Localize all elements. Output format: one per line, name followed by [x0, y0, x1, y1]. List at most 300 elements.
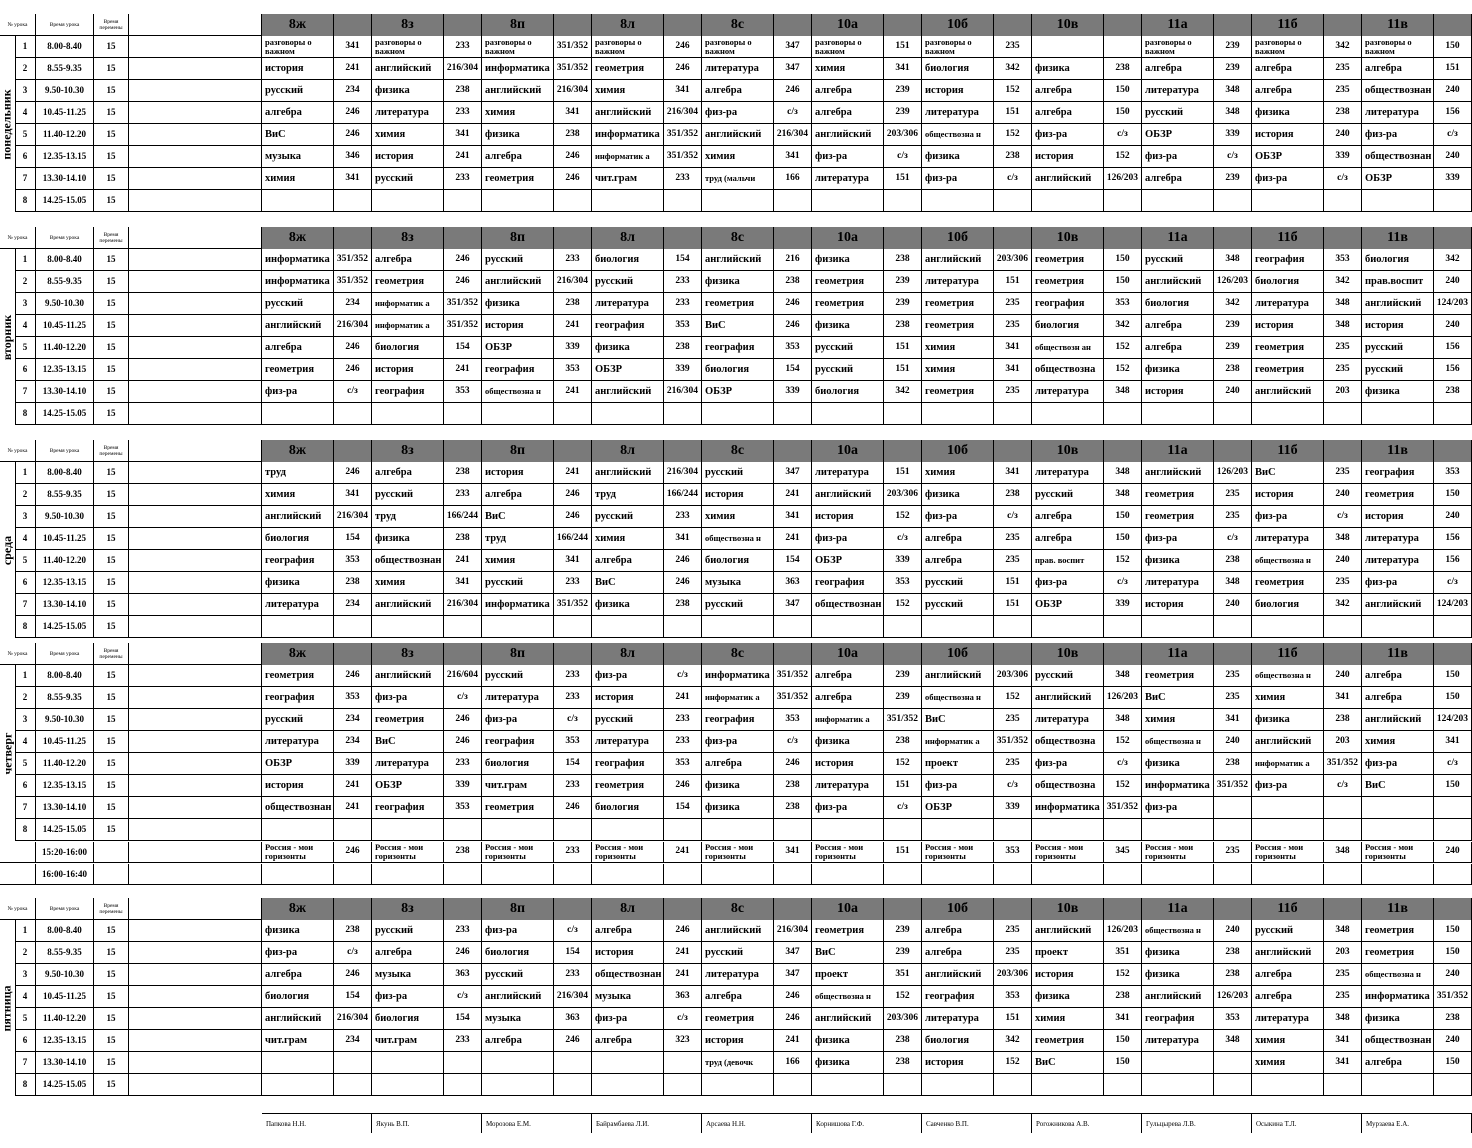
lesson-cell[interactable]	[812, 1008, 922, 1030]
lesson-cell[interactable]	[1252, 920, 1362, 942]
lesson-cell[interactable]	[1142, 403, 1252, 425]
lesson-cell[interactable]	[262, 986, 372, 1008]
lesson-cell[interactable]	[1032, 920, 1142, 942]
lesson-cell[interactable]	[922, 146, 1032, 168]
lesson-cell[interactable]	[702, 359, 812, 381]
lesson-cell[interactable]	[812, 80, 922, 102]
extra-lesson-cell[interactable]	[482, 842, 592, 863]
lesson-cell[interactable]	[1252, 1030, 1362, 1052]
lesson-cell[interactable]	[592, 942, 702, 964]
lesson-cell[interactable]	[702, 124, 812, 146]
lesson-cell[interactable]	[922, 550, 1032, 572]
lesson-cell[interactable]	[922, 190, 1032, 212]
lesson-cell[interactable]	[702, 594, 812, 616]
lesson-cell[interactable]	[1252, 80, 1362, 102]
lesson-cell[interactable]	[922, 249, 1032, 271]
lesson-cell[interactable]	[702, 146, 812, 168]
lesson-cell[interactable]	[262, 1052, 372, 1074]
lesson-cell[interactable]	[262, 168, 372, 190]
lesson-cell[interactable]	[482, 293, 592, 315]
lesson-cell[interactable]	[482, 665, 592, 687]
lesson-cell[interactable]	[1032, 462, 1142, 484]
lesson-cell[interactable]	[1252, 58, 1362, 80]
lesson-cell[interactable]	[1032, 58, 1142, 80]
lesson-cell[interactable]	[372, 315, 482, 337]
lesson-cell[interactable]	[1362, 1030, 1472, 1052]
lesson-cell[interactable]	[1362, 709, 1472, 731]
lesson-cell[interactable]	[372, 249, 482, 271]
lesson-cell[interactable]	[1252, 1074, 1362, 1096]
lesson-cell[interactable]	[592, 775, 702, 797]
lesson-cell[interactable]	[812, 550, 922, 572]
lesson-cell[interactable]	[372, 550, 482, 572]
lesson-cell[interactable]	[812, 293, 922, 315]
lesson-cell[interactable]	[702, 58, 812, 80]
lesson-cell[interactable]	[482, 942, 592, 964]
lesson-cell[interactable]	[1252, 271, 1362, 293]
lesson-cell[interactable]	[1252, 36, 1362, 58]
lesson-cell[interactable]	[1142, 920, 1252, 942]
lesson-cell[interactable]	[1142, 249, 1252, 271]
lesson-cell[interactable]	[1032, 249, 1142, 271]
lesson-cell[interactable]	[922, 80, 1032, 102]
lesson-cell[interactable]	[1142, 572, 1252, 594]
lesson-cell[interactable]	[262, 146, 372, 168]
lesson-cell[interactable]	[372, 964, 482, 986]
extra-lesson-cell[interactable]	[1252, 842, 1362, 863]
lesson-cell[interactable]	[702, 616, 812, 638]
lesson-cell[interactable]	[1142, 506, 1252, 528]
lesson-cell[interactable]	[1252, 775, 1362, 797]
lesson-cell[interactable]	[1252, 819, 1362, 841]
lesson-cell[interactable]	[1252, 506, 1362, 528]
lesson-cell[interactable]	[262, 36, 372, 58]
lesson-cell[interactable]	[592, 80, 702, 102]
lesson-cell[interactable]	[482, 1030, 592, 1052]
lesson-cell[interactable]	[812, 484, 922, 506]
lesson-cell[interactable]	[372, 1074, 482, 1096]
lesson-cell[interactable]	[1252, 146, 1362, 168]
lesson-cell[interactable]	[1252, 594, 1362, 616]
lesson-cell[interactable]	[1252, 528, 1362, 550]
lesson-cell[interactable]	[592, 381, 702, 403]
lesson-cell[interactable]	[812, 986, 922, 1008]
lesson-cell[interactable]	[922, 819, 1032, 841]
lesson-cell[interactable]	[922, 1030, 1032, 1052]
lesson-cell[interactable]	[482, 315, 592, 337]
lesson-cell[interactable]	[262, 665, 372, 687]
lesson-cell[interactable]	[592, 168, 702, 190]
lesson-cell[interactable]	[812, 168, 922, 190]
lesson-cell[interactable]	[1362, 942, 1472, 964]
lesson-cell[interactable]	[1032, 797, 1142, 819]
lesson-cell[interactable]	[372, 753, 482, 775]
lesson-cell[interactable]	[702, 337, 812, 359]
lesson-cell[interactable]	[592, 190, 702, 212]
lesson-cell[interactable]	[812, 665, 922, 687]
lesson-cell[interactable]	[702, 36, 812, 58]
lesson-cell[interactable]	[482, 462, 592, 484]
lesson-cell[interactable]	[592, 797, 702, 819]
lesson-cell[interactable]	[1142, 1008, 1252, 1030]
lesson-cell[interactable]	[922, 528, 1032, 550]
lesson-cell[interactable]	[482, 484, 592, 506]
lesson-cell[interactable]	[482, 594, 592, 616]
lesson-cell[interactable]	[1362, 550, 1472, 572]
lesson-cell[interactable]	[702, 484, 812, 506]
lesson-cell[interactable]	[1362, 80, 1472, 102]
lesson-cell[interactable]	[1252, 964, 1362, 986]
lesson-cell[interactable]	[1032, 359, 1142, 381]
lesson-cell[interactable]	[922, 797, 1032, 819]
lesson-cell[interactable]	[592, 572, 702, 594]
lesson-cell[interactable]	[262, 337, 372, 359]
lesson-cell[interactable]	[1142, 36, 1252, 58]
lesson-cell[interactable]	[482, 986, 592, 1008]
lesson-cell[interactable]	[372, 58, 482, 80]
lesson-cell[interactable]	[482, 58, 592, 80]
lesson-cell[interactable]	[1252, 359, 1362, 381]
lesson-cell[interactable]	[1362, 359, 1472, 381]
lesson-cell[interactable]	[1032, 616, 1142, 638]
lesson-cell[interactable]	[812, 594, 922, 616]
lesson-cell[interactable]	[262, 594, 372, 616]
lesson-cell[interactable]	[922, 964, 1032, 986]
lesson-cell[interactable]	[262, 315, 372, 337]
lesson-cell[interactable]	[482, 381, 592, 403]
lesson-cell[interactable]	[1032, 1030, 1142, 1052]
lesson-cell[interactable]	[262, 271, 372, 293]
lesson-cell[interactable]	[1142, 616, 1252, 638]
lesson-cell[interactable]	[1142, 942, 1252, 964]
lesson-cell[interactable]	[592, 964, 702, 986]
lesson-cell[interactable]	[1032, 80, 1142, 102]
lesson-cell[interactable]	[592, 1052, 702, 1074]
lesson-cell[interactable]	[1252, 572, 1362, 594]
lesson-cell[interactable]	[812, 249, 922, 271]
lesson-cell[interactable]	[1142, 168, 1252, 190]
lesson-cell[interactable]	[372, 80, 482, 102]
lesson-cell[interactable]	[1252, 797, 1362, 819]
lesson-cell[interactable]	[702, 403, 812, 425]
lesson-cell[interactable]	[482, 1052, 592, 1074]
lesson-cell[interactable]	[1362, 797, 1472, 819]
lesson-cell[interactable]	[482, 249, 592, 271]
lesson-cell[interactable]	[262, 709, 372, 731]
lesson-cell[interactable]	[262, 190, 372, 212]
lesson-cell[interactable]	[1362, 146, 1472, 168]
lesson-cell[interactable]	[372, 665, 482, 687]
lesson-cell[interactable]	[1142, 293, 1252, 315]
lesson-cell[interactable]	[262, 484, 372, 506]
lesson-cell[interactable]	[1252, 462, 1362, 484]
lesson-cell[interactable]	[1362, 315, 1472, 337]
lesson-cell[interactable]	[1032, 1052, 1142, 1074]
lesson-cell[interactable]	[1032, 36, 1142, 58]
extra-lesson-cell[interactable]	[592, 864, 702, 885]
lesson-cell[interactable]	[592, 337, 702, 359]
lesson-cell[interactable]	[1362, 36, 1472, 58]
lesson-cell[interactable]	[922, 124, 1032, 146]
lesson-cell[interactable]	[1142, 1052, 1252, 1074]
lesson-cell[interactable]	[372, 293, 482, 315]
lesson-cell[interactable]	[592, 58, 702, 80]
lesson-cell[interactable]	[812, 572, 922, 594]
lesson-cell[interactable]	[702, 572, 812, 594]
lesson-cell[interactable]	[262, 731, 372, 753]
lesson-cell[interactable]	[262, 528, 372, 550]
lesson-cell[interactable]	[592, 315, 702, 337]
lesson-cell[interactable]	[262, 249, 372, 271]
lesson-cell[interactable]	[812, 709, 922, 731]
lesson-cell[interactable]	[812, 337, 922, 359]
lesson-cell[interactable]	[1032, 687, 1142, 709]
lesson-cell[interactable]	[372, 819, 482, 841]
lesson-cell[interactable]	[1032, 315, 1142, 337]
lesson-cell[interactable]	[702, 293, 812, 315]
lesson-cell[interactable]	[1252, 124, 1362, 146]
lesson-cell[interactable]	[1362, 572, 1472, 594]
lesson-cell[interactable]	[812, 36, 922, 58]
lesson-cell[interactable]	[922, 506, 1032, 528]
lesson-cell[interactable]	[482, 550, 592, 572]
lesson-cell[interactable]	[482, 146, 592, 168]
lesson-cell[interactable]	[1362, 168, 1472, 190]
lesson-cell[interactable]	[482, 337, 592, 359]
lesson-cell[interactable]	[702, 315, 812, 337]
lesson-cell[interactable]	[1362, 665, 1472, 687]
lesson-cell[interactable]	[262, 80, 372, 102]
lesson-cell[interactable]	[702, 550, 812, 572]
lesson-cell[interactable]	[482, 572, 592, 594]
lesson-cell[interactable]	[812, 797, 922, 819]
lesson-cell[interactable]	[482, 819, 592, 841]
lesson-cell[interactable]	[1252, 1052, 1362, 1074]
lesson-cell[interactable]	[812, 102, 922, 124]
lesson-cell[interactable]	[1032, 709, 1142, 731]
lesson-cell[interactable]	[1032, 665, 1142, 687]
lesson-cell[interactable]	[1252, 190, 1362, 212]
lesson-cell[interactable]	[592, 146, 702, 168]
lesson-cell[interactable]	[702, 797, 812, 819]
lesson-cell[interactable]	[1252, 616, 1362, 638]
lesson-cell[interactable]	[812, 506, 922, 528]
lesson-cell[interactable]	[702, 249, 812, 271]
lesson-cell[interactable]	[1032, 102, 1142, 124]
extra-lesson-cell[interactable]	[1142, 842, 1252, 863]
lesson-cell[interactable]	[1032, 293, 1142, 315]
lesson-cell[interactable]	[922, 36, 1032, 58]
lesson-cell[interactable]	[262, 942, 372, 964]
lesson-cell[interactable]	[482, 271, 592, 293]
lesson-cell[interactable]	[1362, 819, 1472, 841]
lesson-cell[interactable]	[922, 462, 1032, 484]
lesson-cell[interactable]	[922, 986, 1032, 1008]
lesson-cell[interactable]	[812, 1074, 922, 1096]
lesson-cell[interactable]	[372, 616, 482, 638]
lesson-cell[interactable]	[482, 190, 592, 212]
lesson-cell[interactable]	[482, 403, 592, 425]
lesson-cell[interactable]	[262, 819, 372, 841]
lesson-cell[interactable]	[262, 381, 372, 403]
lesson-cell[interactable]	[1142, 797, 1252, 819]
lesson-cell[interactable]	[922, 484, 1032, 506]
lesson-cell[interactable]	[372, 986, 482, 1008]
lesson-cell[interactable]	[1142, 819, 1252, 841]
lesson-cell[interactable]	[922, 381, 1032, 403]
lesson-cell[interactable]	[262, 1030, 372, 1052]
lesson-cell[interactable]	[372, 462, 482, 484]
lesson-cell[interactable]	[1032, 381, 1142, 403]
lesson-cell[interactable]	[812, 403, 922, 425]
lesson-cell[interactable]	[812, 359, 922, 381]
lesson-cell[interactable]	[1142, 359, 1252, 381]
lesson-cell[interactable]	[702, 964, 812, 986]
lesson-cell[interactable]	[812, 528, 922, 550]
extra-lesson-cell[interactable]	[1032, 864, 1142, 885]
lesson-cell[interactable]	[372, 102, 482, 124]
extra-lesson-cell[interactable]	[262, 864, 372, 885]
lesson-cell[interactable]	[1142, 102, 1252, 124]
lesson-cell[interactable]	[702, 102, 812, 124]
lesson-cell[interactable]	[812, 775, 922, 797]
lesson-cell[interactable]	[592, 36, 702, 58]
lesson-cell[interactable]	[812, 315, 922, 337]
lesson-cell[interactable]	[922, 1052, 1032, 1074]
lesson-cell[interactable]	[1252, 753, 1362, 775]
lesson-cell[interactable]	[1032, 572, 1142, 594]
lesson-cell[interactable]	[1362, 337, 1472, 359]
lesson-cell[interactable]	[702, 1052, 812, 1074]
lesson-cell[interactable]	[1032, 271, 1142, 293]
lesson-cell[interactable]	[262, 1008, 372, 1030]
lesson-cell[interactable]	[1142, 550, 1252, 572]
lesson-cell[interactable]	[262, 293, 372, 315]
lesson-cell[interactable]	[1362, 731, 1472, 753]
lesson-cell[interactable]	[1142, 1030, 1252, 1052]
lesson-cell[interactable]	[262, 102, 372, 124]
lesson-cell[interactable]	[1142, 484, 1252, 506]
lesson-cell[interactable]	[372, 709, 482, 731]
lesson-cell[interactable]	[1032, 403, 1142, 425]
lesson-cell[interactable]	[702, 920, 812, 942]
lesson-cell[interactable]	[1252, 381, 1362, 403]
lesson-cell[interactable]	[1252, 337, 1362, 359]
lesson-cell[interactable]	[262, 775, 372, 797]
lesson-cell[interactable]	[1252, 665, 1362, 687]
lesson-cell[interactable]	[922, 403, 1032, 425]
lesson-cell[interactable]	[1142, 1074, 1252, 1096]
lesson-cell[interactable]	[1142, 709, 1252, 731]
lesson-cell[interactable]	[1032, 528, 1142, 550]
lesson-cell[interactable]	[702, 687, 812, 709]
lesson-cell[interactable]	[592, 528, 702, 550]
lesson-cell[interactable]	[922, 731, 1032, 753]
lesson-cell[interactable]	[482, 124, 592, 146]
lesson-cell[interactable]	[812, 1030, 922, 1052]
lesson-cell[interactable]	[702, 753, 812, 775]
lesson-cell[interactable]	[372, 190, 482, 212]
extra-lesson-cell[interactable]	[1032, 842, 1142, 863]
lesson-cell[interactable]	[812, 753, 922, 775]
lesson-cell[interactable]	[372, 146, 482, 168]
lesson-cell[interactable]	[262, 1074, 372, 1096]
lesson-cell[interactable]	[1252, 403, 1362, 425]
lesson-cell[interactable]	[482, 753, 592, 775]
lesson-cell[interactable]	[592, 1074, 702, 1096]
lesson-cell[interactable]	[1252, 731, 1362, 753]
lesson-cell[interactable]	[1032, 731, 1142, 753]
lesson-cell[interactable]	[592, 102, 702, 124]
lesson-cell[interactable]	[1362, 102, 1472, 124]
lesson-cell[interactable]	[482, 964, 592, 986]
lesson-cell[interactable]	[1252, 550, 1362, 572]
lesson-cell[interactable]	[592, 1008, 702, 1030]
lesson-cell[interactable]	[372, 337, 482, 359]
lesson-cell[interactable]	[262, 550, 372, 572]
lesson-cell[interactable]	[922, 337, 1032, 359]
lesson-cell[interactable]	[482, 1074, 592, 1096]
lesson-cell[interactable]	[1032, 819, 1142, 841]
lesson-cell[interactable]	[482, 359, 592, 381]
lesson-cell[interactable]	[262, 797, 372, 819]
extra-lesson-cell[interactable]	[702, 864, 812, 885]
lesson-cell[interactable]	[482, 168, 592, 190]
lesson-cell[interactable]	[482, 1008, 592, 1030]
lesson-cell[interactable]	[922, 665, 1032, 687]
lesson-cell[interactable]	[1362, 249, 1472, 271]
lesson-cell[interactable]	[1032, 986, 1142, 1008]
extra-lesson-cell[interactable]	[262, 842, 372, 863]
lesson-cell[interactable]	[372, 484, 482, 506]
lesson-cell[interactable]	[922, 102, 1032, 124]
lesson-cell[interactable]	[592, 403, 702, 425]
extra-lesson-cell[interactable]	[1142, 864, 1252, 885]
lesson-cell[interactable]	[372, 920, 482, 942]
lesson-cell[interactable]	[702, 271, 812, 293]
lesson-cell[interactable]	[702, 775, 812, 797]
lesson-cell[interactable]	[812, 190, 922, 212]
lesson-cell[interactable]	[1032, 506, 1142, 528]
lesson-cell[interactable]	[372, 168, 482, 190]
lesson-cell[interactable]	[592, 920, 702, 942]
lesson-cell[interactable]	[592, 665, 702, 687]
lesson-cell[interactable]	[1252, 986, 1362, 1008]
lesson-cell[interactable]	[812, 819, 922, 841]
lesson-cell[interactable]	[812, 146, 922, 168]
extra-lesson-cell[interactable]	[1362, 864, 1472, 885]
lesson-cell[interactable]	[1032, 1008, 1142, 1030]
lesson-cell[interactable]	[1142, 337, 1252, 359]
lesson-cell[interactable]	[1362, 753, 1472, 775]
lesson-cell[interactable]	[372, 359, 482, 381]
lesson-cell[interactable]	[702, 1008, 812, 1030]
lesson-cell[interactable]	[1362, 986, 1472, 1008]
lesson-cell[interactable]	[1362, 403, 1472, 425]
lesson-cell[interactable]	[812, 687, 922, 709]
lesson-cell[interactable]	[372, 124, 482, 146]
lesson-cell[interactable]	[592, 484, 702, 506]
lesson-cell[interactable]	[702, 986, 812, 1008]
lesson-cell[interactable]	[592, 249, 702, 271]
lesson-cell[interactable]	[1032, 124, 1142, 146]
lesson-cell[interactable]	[812, 462, 922, 484]
lesson-cell[interactable]	[592, 359, 702, 381]
lesson-cell[interactable]	[922, 709, 1032, 731]
lesson-cell[interactable]	[922, 1074, 1032, 1096]
lesson-cell[interactable]	[922, 168, 1032, 190]
extra-lesson-cell[interactable]	[372, 864, 482, 885]
